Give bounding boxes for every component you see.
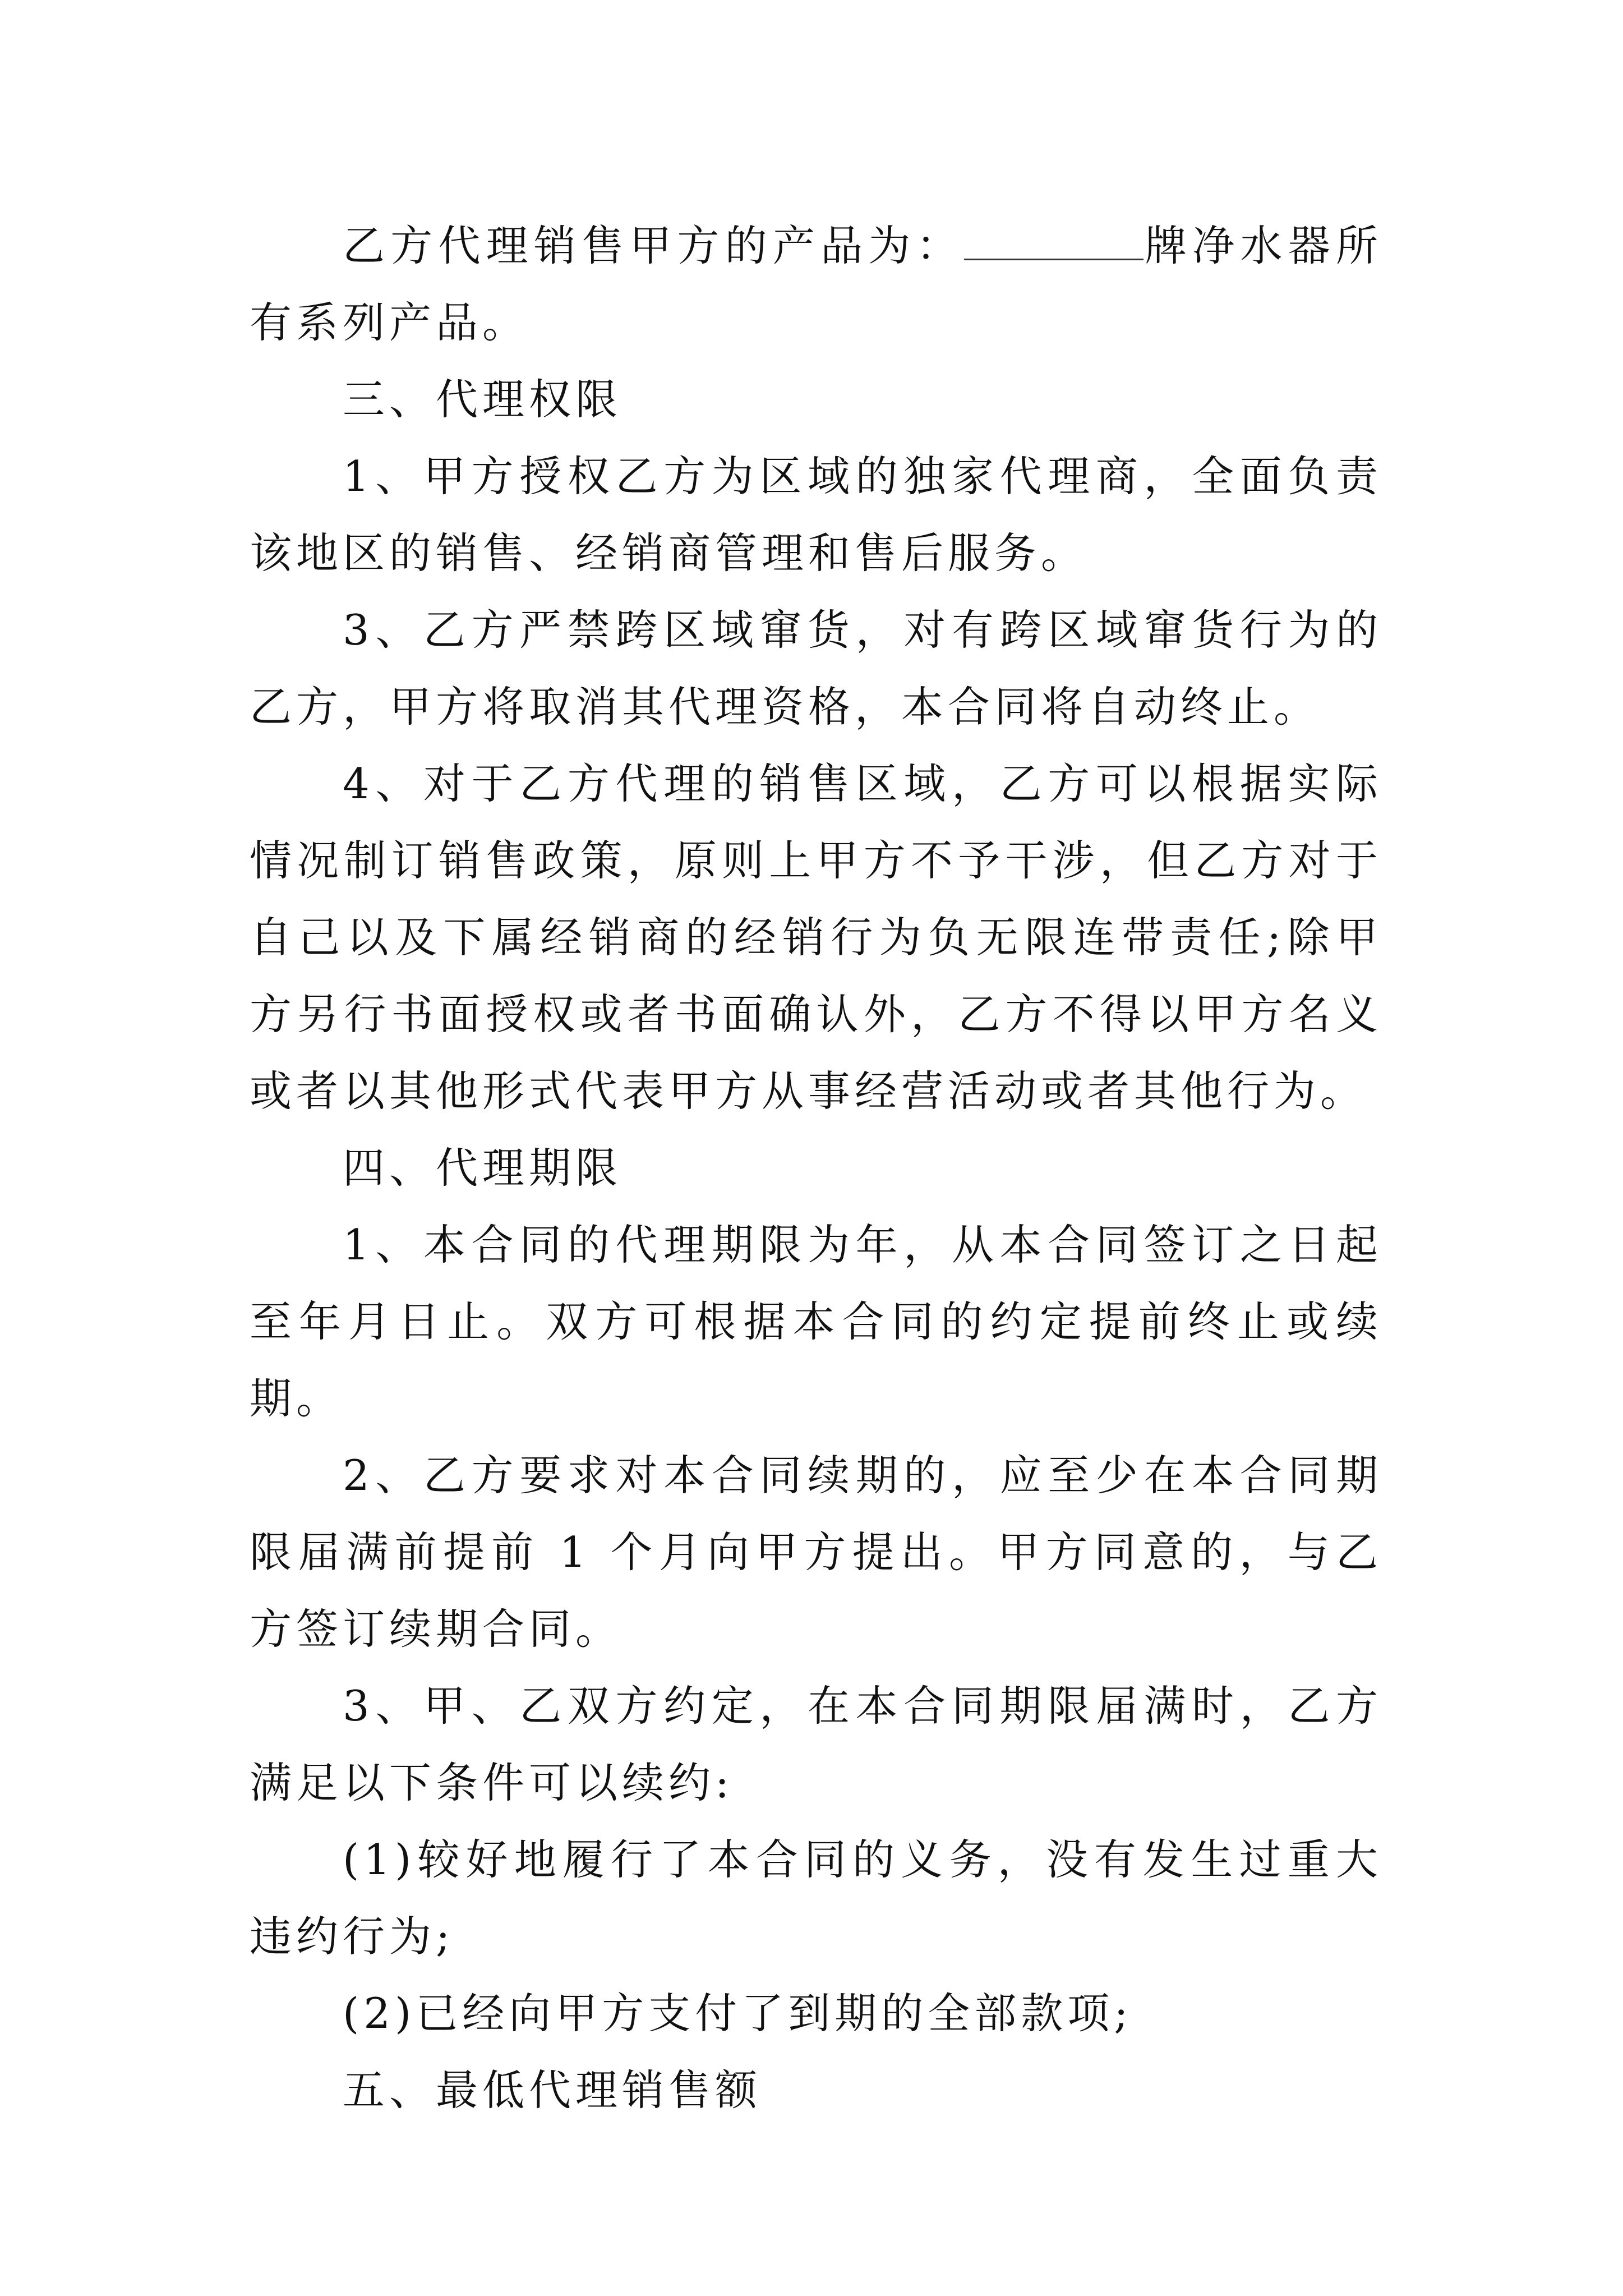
paragraph-authority-3: 3、乙方严禁跨区域窜货，对有跨区域窜货行为的乙方，甲方将取消其代理资格，本合同将自动终止。 bbox=[250, 605, 1382, 731]
paragraph-authority-1: 1、甲方授权乙方为区域的独家代理商，全面负责该地区的销售、经销商管理和售后服务。 bbox=[250, 452, 1382, 578]
fill-in-blank bbox=[964, 225, 1144, 260]
paragraph-condition-1: (1)较好地履行了本合同的义务，没有发生过重大违约行为; bbox=[250, 1835, 1382, 1961]
paragraph-text: 乙方代理销售甲方的产品为： bbox=[343, 221, 964, 270]
paragraph-text-after: 牌净水器所有系列产品。 bbox=[250, 221, 1382, 347]
paragraph-authority-4: 4、对于乙方代理的销售区域，乙方可以根据实际情况制订销售政策，原则上甲方不予干涉，但乙方对于自己以及下属经销商的经销行为负无限连带责任;除甲方另行书面授权或者书面确认外，乙方不得以甲方名义或者以其他形式代表甲方从事经营活动或者其他行为。 bbox=[250, 759, 1382, 1116]
section-heading-minimum-sales: 五、最低代理销售额 bbox=[343, 2065, 762, 2115]
paragraph-product bbox=[250, 208, 1382, 361]
paragraph-condition-2: (2)已经向甲方支付了到期的全部款项; bbox=[343, 1989, 1133, 2038]
paragraph-term-1: 1、本合同的代理期限为年，从本合同签订之日起至年月日止。双方可根据本合同的约定提前终止或续期。 bbox=[250, 1220, 1382, 1423]
section-heading-authority: 三、代理权限 bbox=[343, 375, 623, 424]
paragraph-term-2: 2、乙方要求对本合同续期的，应至少在本合同期限届满前提前 1 个月向甲方提出。甲方同意的，与乙方签订续期合同。 bbox=[250, 1451, 1382, 1654]
section-heading-term: 四、代理期限 bbox=[343, 1143, 623, 1193]
paragraph-term-3: 3、甲、乙双方约定，在本合同期限届满时，乙方满足以下条件可以续约: bbox=[250, 1681, 1382, 1807]
document-body bbox=[250, 208, 1382, 2129]
